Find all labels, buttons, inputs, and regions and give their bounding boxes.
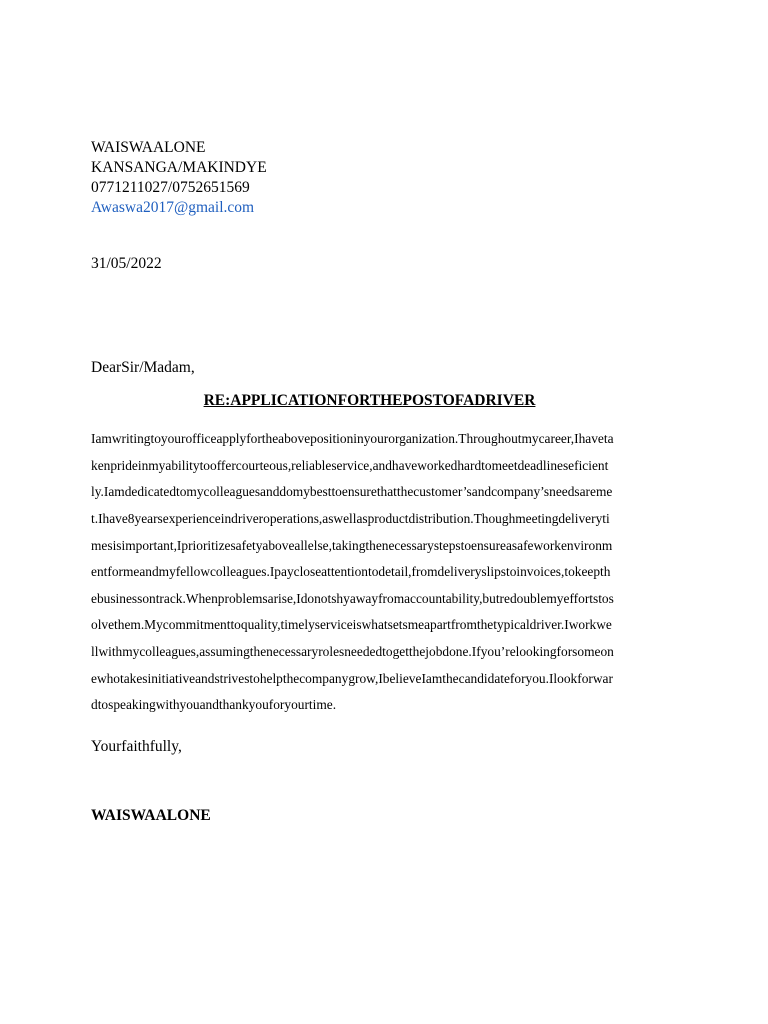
sender-block — [91, 138, 267, 218]
body-line: ewhotakesinitiativeandstrivestohelpthecompanygrow,IbelieveIamthecandidateforyou.Ilookforwar — [91, 670, 613, 686]
salutation: DearSir/Madam, — [91, 359, 195, 376]
body-line: mesisimportant,Iprioritizesafetyaboveallelse,takingthenecessarystepstoensureasafeworkenvironm — [91, 537, 613, 553]
body-line: olvethem.Mycommitmenttoquality,timelyserviceiswhatsetsmeapartfromthetypicaldriver.Iworkwe — [91, 617, 612, 633]
body-line: Iamwritingtoyourofficeapplyfortheabovepositioninyourorganization.Throughoutmycareer,Ihaveta — [91, 431, 614, 446]
body-line: dtospeakingwithyouandthankyouforyourtime. — [91, 697, 337, 713]
closing: Yourfaithfully, — [91, 738, 182, 755]
body-line: llwithmycolleagues,assumingthenecessaryrolesneededtogetthejobdone.Ifyou’relookingforsomeon — [91, 644, 614, 660]
sender-address: KANSANGA/MAKINDYE — [91, 159, 267, 176]
letter-body — [91, 429, 691, 722]
body-line: t.Ihave8yearsexperienceindriveroperations,aswellasproductdistribution.Thoughmeetingdeliveryti — [91, 510, 610, 526]
sender-phone: 0771211027/0752651569 — [91, 179, 250, 196]
signature-name: WAISWAALONE — [91, 807, 211, 824]
letter-date: 31/05/2022 — [91, 255, 162, 272]
sender-name: WAISWAALONE — [91, 139, 206, 156]
body-line: ebusinessontrack.Whenproblemsarise,Idonotshyawayfromaccountability,butredoublemyeffortstos — [91, 590, 614, 606]
body-line: kenprideinmyabilitytooffercourteous,reliableservice,andhaveworkedhardtomeetdeadlineseficient — [91, 457, 609, 473]
subject-line: RE:APPLICATIONFORTHEPOSTOFADRIVER — [203, 392, 536, 409]
body-line: ly.Iamdedicatedtomycolleaguesanddomybesttoensurethatthecustomer’sandcompany’sneedsareme — [91, 484, 613, 500]
sender-email-link[interactable]: Awaswa2017@gmail.com — [91, 199, 255, 216]
body-line: entformeandmyfellowcolleagues.Ipaycloseattentiontodetail,fromdeliveryslipstoinvoices,tokeepth — [91, 564, 611, 580]
